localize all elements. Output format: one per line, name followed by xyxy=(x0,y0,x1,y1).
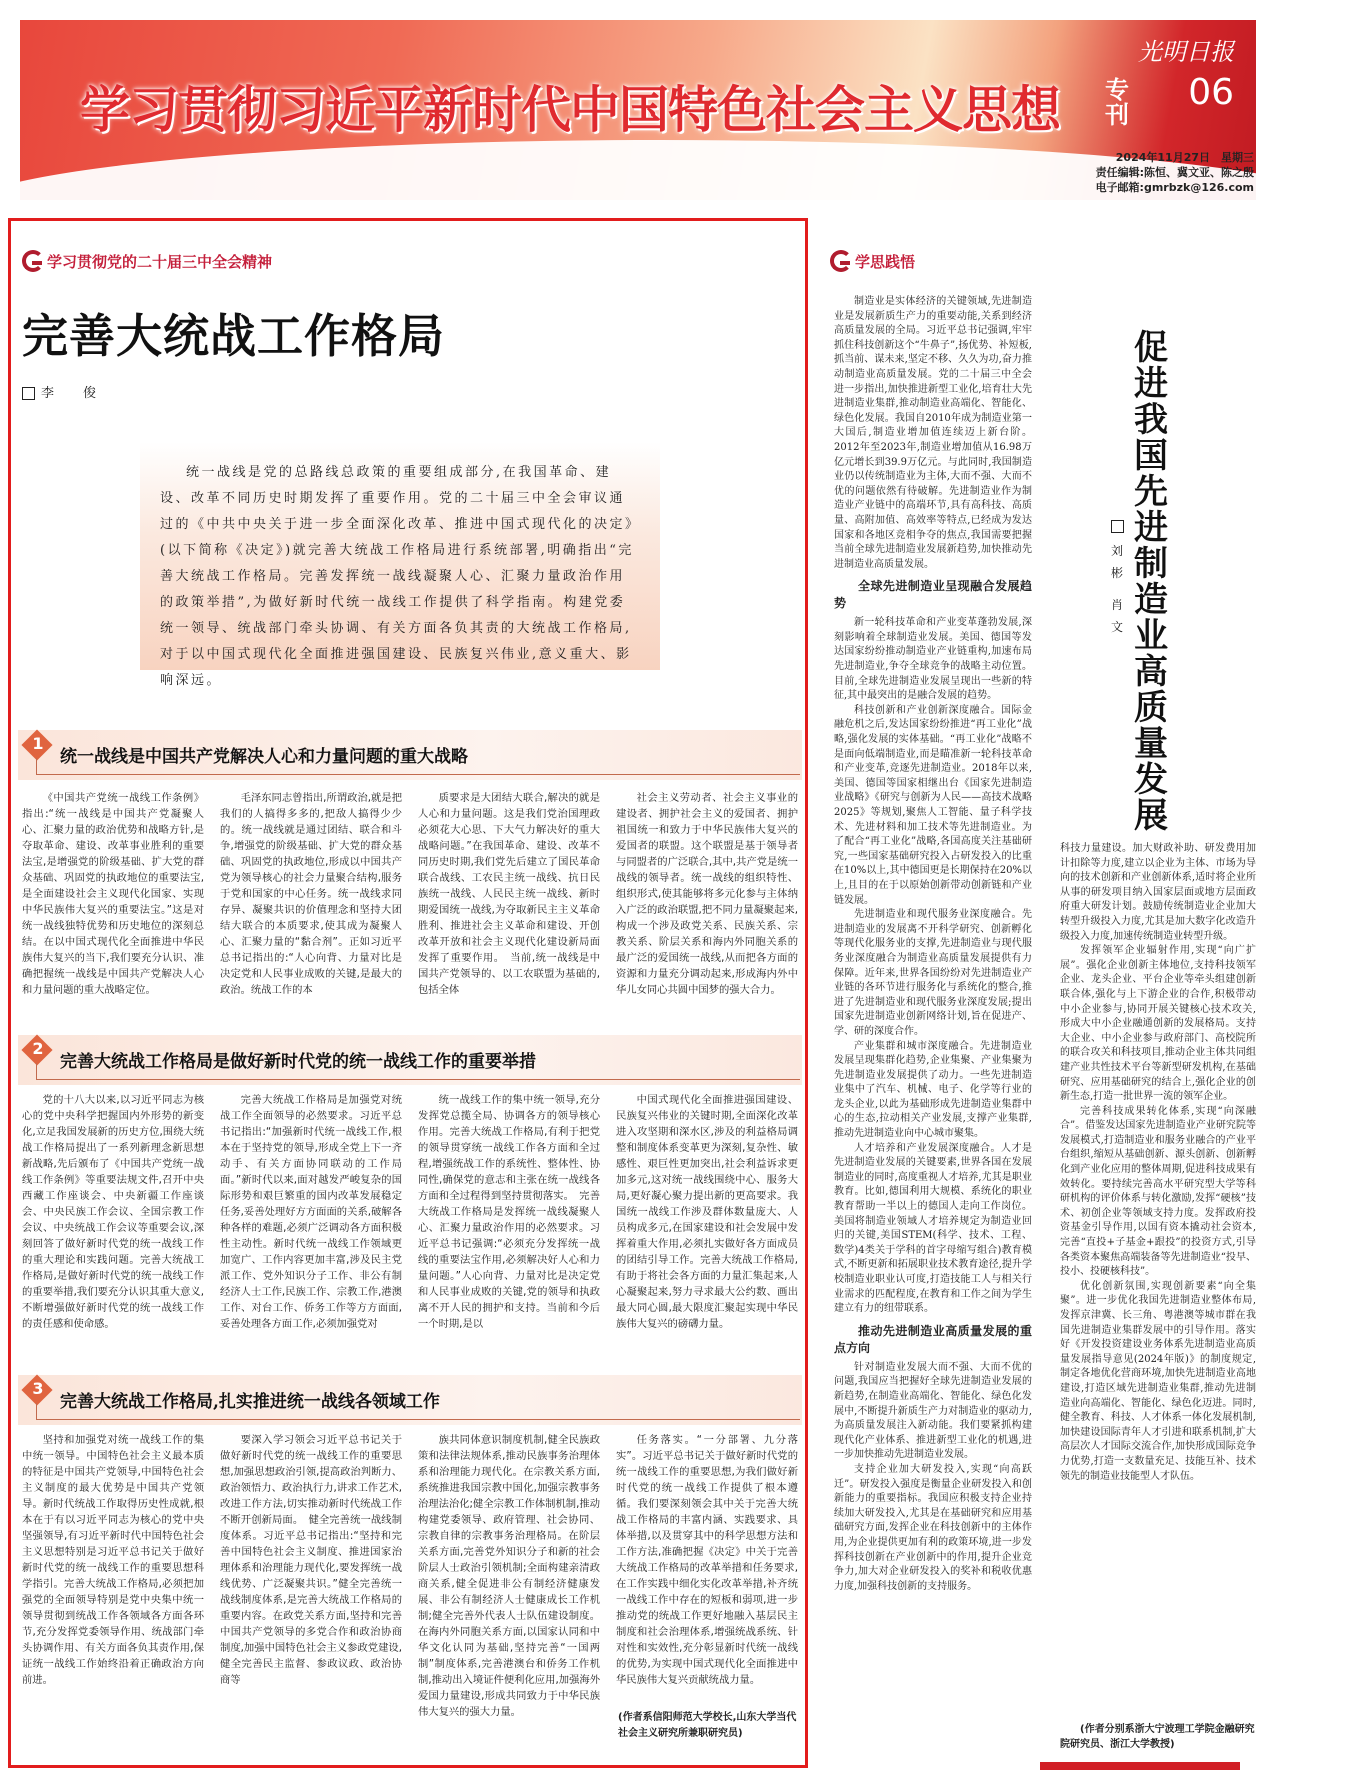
left-column-label xyxy=(22,250,272,272)
editors: 责任编辑:陈恒、冀文亚、陈之殷 xyxy=(1095,166,1254,179)
page-number: 06 xyxy=(1188,72,1234,113)
column-label-text: 学习贯彻党的二十届三中全会精神 xyxy=(47,252,273,271)
paragraph: 产业集群和城市深度融合。先进制造业发展呈现集群化趋势,企业集聚、产业集聚为先进制造业发展提供了动力。一些先进制造业集中了汽车、机械、电子、化学等行业的龙头企业,以此为基础形成先进制造业集群中心的生态,拉动相关产业发展,支撑产业集群,推动先进制造业向中心城市聚集。 xyxy=(834,1040,1032,1140)
body-column: 中国式现代化全面推进强国建设、民族复兴伟业的关键时期,全面深化改革进入攻坚期和深水区,涉及的利益格局调整和制度体系变革更为深刻,复杂性、敏感性、艰巨性更加突出,社会利益诉求更加多元,这对统一战线围绕中心、服务大局,更好凝心聚力提出新的更高要求。我国统一战线工作涉及群体数量庞大、人员构成多元,在国家建设和社会发展中发挥着重大作用,必须扎实做好各方面成员的团结引导工作。完善大统战工作格局,有助于将社会各方面的力量汇集起来,人心凝聚起来,努力寻求最大公约数、画出最大同心圆,最大限度汇聚起实现中华民族伟大复兴的磅礴力量。 xyxy=(616,1094,798,1330)
paragraph: 支持企业加大研发投入,实现“向高跃迁”。研发投入强度是衡量企业研发投入和创新能力的重要指标。我国应积极支持企业持续加大研发投入,尤其是在基础研究和应用基础研究方面,发挥企业在科技创新中的主体作用,为企业提供更加有利的政策环境,进一步发挥科技创新在产业创新中的作用,提升企业竞争力,加大对企业研发投入的奖补和税收优惠力度,加强科技创新的支持服务。 xyxy=(834,1463,1032,1592)
section-number: 3 xyxy=(32,1379,44,1398)
body-column: 族共同体意识制度机制,健全民族政策和法律法规体系,推动民族事务治理体系和治理能力现代化。在宗教关系方面,系统推进我国宗教中国化,加强宗教事务治理法治化;健全宗教工作体制机制,推动构建党委领导、政府管理、社会协同、宗教自律的宗教事务治理格局。在阶层关系方面,完善党外知识分子和新的社会阶层人士政治引领机制;全面构建亲清政商关系,健全促进非公有制经济健康发展、非公有制经济人士健康成长工作机制;健全完善外代表人士队伍建设制度。在海内外同胞关系方面,以国家认同和中华文化认同为基础,坚持完善“一国两制”制度体系,完善港澳台和侨务工作机制,推动出入境证件便利化应用,加强海外爱国力量建设,形成共同致力于中华民族伟大复兴的强大力量。 xyxy=(418,1434,600,1718)
section-2-body xyxy=(22,1092,798,1332)
contact-email: 电子邮箱:gmrbzk@126.com xyxy=(1095,181,1254,194)
left-author-note: (作者系信阳师范大学校长,山东大学当代社会主义研究所兼职研究员) xyxy=(618,1712,797,1739)
issue-date: 2024年11月27日 星期三 xyxy=(1115,151,1254,164)
section-heading-2 xyxy=(18,1035,802,1085)
supplement-title: 学习贯彻习近平新时代中国特色社会主义思想 xyxy=(80,81,1060,139)
g-logo-icon xyxy=(830,250,852,272)
right-article-byline xyxy=(1111,518,1136,638)
author-name: 李 俊 xyxy=(41,386,105,401)
section-heading-text: 统一战线是中国共产党解决人心和力量问题的重大战略 xyxy=(60,747,468,767)
issue-meta xyxy=(1096,150,1254,195)
g-logo-icon xyxy=(22,250,44,272)
header-banner xyxy=(20,20,1256,200)
section-heading-text: 完善大统战工作格局,扎实推进统一战线各领域工作 xyxy=(60,1392,440,1412)
subheading: 全球先进制造业呈现融合发展趋势 xyxy=(834,579,1032,611)
column-label-text: 学思践悟 xyxy=(855,252,916,271)
article-lede: 统一战线是党的总路线总政策的重要组成部分,在我国革命、建设、改革不同历史时期发挥了重要作用。党的二十届三中全会审议通过的《中共中央关于进一步全面深化改革、推进中国式现代化的决定》(以下简称《决定》)就完善大统战工作格局进行系统部署,明确指出“完善大统战工作格局。完善发挥统一战线凝聚人心、汇聚力量政治作用的政策举措”,为做好新时代统一战线工作提供了科学指南。构建党委统一领导、统战部门牵头协调、有关方面各负其责的大统战工作格局,对于以中国式现代化全面推进强国建设、民族复兴伟业,意义重大、影响深远。 xyxy=(160,465,635,688)
author-name: 肖 文 xyxy=(1111,598,1136,634)
bottom-accent-bar xyxy=(1040,1762,1240,1770)
section-3-body xyxy=(22,1432,798,1752)
body-column: 毛泽东同志曾指出,所谓政治,就是把我们的人搞得多多的,把敌人搞得少少的。统一战线就是通过团结、联合和斗争,增强党的阶级基础、扩大党的群众基础、巩固党的执政地位,形成以中国共产党为领导核心的社会力量聚合结构,服务于党和国家的中心任务。统一战线求同存异、凝聚共识的价值理念和坚持大团结大联合的本质要求,使其成为凝聚人心、汇聚力量的“黏合剂”。正如习近平总书记指出的:“人心向背、力量对比是决定党和人民事业成败的关键,是最大的政治。统战工作的本 xyxy=(220,792,402,996)
right-article-title: 促进我国先进制造业高质量发展 xyxy=(1134,328,1168,836)
body-column: 统一战线工作的集中统一领导,充分发挥党总揽全局、协调各方的领导核心作用。完善大统战工作格局,有利于把党的领导贯穿统一战线工作各方面和全过程,增强统战工作的系统性、整体性、协同性,确保党的意志和主张在统一战线各方面和全过程得到坚持贯彻落实。 完善大统战工作格局是发挥统一战线凝聚人心、汇聚力量政治作用的必然要求。习近平总书记强调:“必须充分发挥统一战线的重要法宝作用,必须解决好人心和力量问题。”人心向背、力量对比是决定党和人民事业成败的关键,党的领导和执政离不开人民的拥护和支持。当前和今后一个时期,是以 xyxy=(418,1094,600,1330)
section-number: 2 xyxy=(32,1039,44,1058)
byline-box-icon xyxy=(1111,520,1124,533)
paragraph: 新一轮科技革命和产业变革蓬勃发展,深刻影响着全球制造业发展。美国、德国等发达国家纷纷推动制造业产业链重构,加速布局先进制造业,争夺全球竞争的战略主动位置。目前,全球先进制造业发展呈现出一些新的特征,其中最突出的是融合发展的趋势。 xyxy=(834,617,1032,702)
body-column: 任务落实。“一分部署、九分落实”。习近平总书记关于做好新时代党的统一战线工作的重要思想,为我们做好新时代党的统一战线工作提供了根本遵循。我们要深刻领会其中关于完善大统战工作格局的丰富内涵、实践要求、具体举措,以及贯穿其中的科学思想方法和工作方法,准确把握《决定》中关于完善大统战工作格局的改革举措和任务要求,在工作实践中细化实化改革举措,补齐统一战线工作中存在的短板和弱项,进一步推动党的统战工作更好地融入基层民主制度和社会治理体系,增强统战系统、针对性和实效性,充分彰显新时代统一战线的优势,为实现中国式现代化全面推进中华民族伟大复兴贡献统战力量。 xyxy=(616,1434,798,1686)
body-column: 完善大统战工作格局是加强党对统战工作全面领导的必然要求。习近平总书记指出:“加强新时代统一战线工作,根本在于坚持党的领导,形成全党上下一齐动手、有关方面协同联动的工作局面。”新时代以来,面对越发严峻复杂的国际形势和艰巨繁重的国内改革发展稳定任务,妥善处理好方方面面的关系,破解各种各样的难题,必须广泛调动各方面积极性主动性。新时代统一战线工作领域更加宽广、工作内容更加丰富,涉及民主党派工作、党外知识分子工作、非公有制经济人士工作,民族工作、宗教工作,港澳工作、对台工作、侨务工作等方方面面,妥善处理各方面工作,必须加强党对 xyxy=(220,1094,402,1330)
body-column: 坚持和加强党对统一战线工作的集中统一领导。中国特色社会主义最本质的特征是中国共产党领导,中国特色社会主义制度的最大优势是中国共产党领导。新时代统战工作取得历史性成就,根本在于有以习近平同志为核心的党中央坚强领导,有习近平新时代中国特色社会主义思想特别是习近平总书记关于做好新时代党的统一战线工作的重要思想科学指引。完善大统战工作格局,必须把加强党的全面领导特别是党中央集中统一领导贯彻到统战工作各领域各方面各环节,充分发挥党委领导作用、统战部门牵头协调作用、有关方面各负其责作用,保证统一战线工作始终沿着正确政治方向前进。 xyxy=(22,1434,204,1686)
section-number: 1 xyxy=(32,734,44,753)
paragraph: 优化创新氛围,实现创新要素“向全集聚”。进一步优化我国先进制造业整体布局,发挥京津冀、长三角、粤港澳等城市群在我国先进制造业集群发展中的引导作用。落实好《开发投资建设业务体系先进制造业高质量发展指导意见(2024年版)》的制度规定,制定各地优化营商环境,加快先进制造业高地建设,打造区域先进制造业集群,推动先进制造业向高端化、智能化、绿色化迈进。同时,健全教育、科技、人才体系一体化发展机制,加快建设国际青年人才引进和联系机制,扩大高层次人才国际交流合作,加快形成国际竞争力优势,打造一支数量充足、技能互补、技术领先的制造业技能型人才队伍。 xyxy=(1060,1280,1256,1482)
section-heading-3 xyxy=(18,1375,802,1425)
right-article-body-col2 xyxy=(1060,842,1256,1757)
newspaper-masthead: 光明日报 xyxy=(1138,38,1234,66)
paragraph: 科技创新和产业创新深度融合。国际金融危机之后,发达国家纷纷推进“再工业化”战略,强化发展的实体基础。“再工业化”战略不是面向低端制造业,而是瞄准新一轮科技革命和产业变革,竞逐先进制造业。2018年以来,美国、德国等国家相继出台《国家先进制造业战略》《研究与创新为人民——高技术战略2025》等规划,聚焦人工智能、量子科学技术、先进材料和加工技术等先进制造业。为了配合“再工业化”战略,各国高度关注基础研究,一些国家基础研究投入占研发投入的比重在10%以上,其中德国更是长期保持在20%以上,且目的在于以原始创新带动创新链和产业链发展。 xyxy=(834,704,1032,906)
article-byline xyxy=(22,382,104,401)
subheading: 推动先进制造业高质量发展的重点方向 xyxy=(834,1323,1032,1355)
paragraph: 科技力量建设。加大财政补助、研发费用加计扣除等力度,建立以企业为主体、市场为导向的技术创新和产业创新体系,适时将企业所从事的研发项目纳入国家层面或地方层面政府重大研发计划。鼓励传统制造业企业加大转型升级投入力度,尤其是加大数字化改造升级投入力度,加速传统制造业转型升级。 xyxy=(1060,843,1256,942)
paragraph: 先进制造业和现代服务业深度融合。先进制造业的发展离不开科学研究、创新孵化等现代化服务业的支撑,先进制造业与现代服务业深度融合为制造业高质量发展提供有力保障。近年来,世界各国纷纷对先进制造业产业链的各环节进行服务化与系统化的整合,推进了先进制造业和现代服务业深度发展;提出国家先进制造业创新网络计划,旨在促进产、学、研的深度合作。 xyxy=(834,909,1032,1037)
section-heading-text: 完善大统战工作格局是做好新时代党的统一战线工作的重要举措 xyxy=(60,1052,536,1072)
byline-box-icon xyxy=(22,387,35,400)
author-name: 刘 彬 xyxy=(1111,544,1136,580)
body-column: 党的十八大以来,以习近平同志为核心的党中央科学把握国内外形势的新变化,立足我国发展新的历史方位,围绕大统战工作格局提出了一系列新理念新思想新战略,先后颁布了《中国共产党统一战线工作条例》等重要法规文件,召开中央西藏工作座谈会、中央新疆工作座谈会、中央民族工作会议、全国宗教工作会议、中央统战工作会议等重要会议,深刻回答了做好新时代党的统一战线工作的重大理论和实践问题。完善大统战工作格局,是做好新时代党的统一战线工作的重要举措,我们要充分认识其重大意义,不断增强做好新时代党的统一战线工作的责任感和使命感。 xyxy=(22,1094,204,1330)
paragraph: 针对制造业发展大而不强、大而不优的问题,我国应当把握好全球先进制造业发展的新趋势,在制造业高端化、智能化、绿色化发展中,不断提升新质生产力对制造业的驱动力,为高质量发展注入新动能。我们要紧抓构建现代化产业体系、推进新型工业化的机遇,进一步加快推动先进制造业发展。 xyxy=(834,1361,1032,1461)
body-column: 《中国共产党统一战线工作条例》指出:“统一战线是中国共产党凝聚人心、汇聚力量的政治优势和战略方针,是夺取革命、建设、改革事业胜利的重要法宝,是增强党的阶级基础、扩大党的群众基础、巩固党的执政地位的重要法宝,是全面建设社会主义现代化国家、实现中华民族伟大复兴的重要法宝。”这是对统一战线独特优势和历史地位的深刻总结。在以中国式现代化全面推进中华民族伟大复兴的当下,我们要充分认识、准确把握统一战线是中国共产党解决人心和力量问题的重大战略定位。 xyxy=(22,792,204,996)
body-column: 质要求是大团结大联合,解决的就是人心和力量问题。这是我们党治国理政必须花大心思、下大气力解决好的重大战略问题。”在我国革命、建设、改革不同历史时期,我们党先后建立了国民革命联合战线、工农民主统一战线、抗日民族统一战线、人民民主统一战线、新时期爱国统一战线,为夺取新民主主义革命胜利、推进社会主义革命和建设、开创改革开放和社会主义现代化建设新局面发挥了重要作用。 当前,统一战线是中国共产党领导的、以工农联盟为基础的,包括全体 xyxy=(418,792,600,996)
right-author-note: (作者分别系浙大宁波理工学院金融研究院研究员、浙江大学教授) xyxy=(1060,1724,1255,1750)
paragraph: 发挥领军企业辐射作用,实现“向广扩展”。强化企业创新主体地位,支持科技领军企业、龙头企业、平台企业等牵头组建创新联合体,强化与上下游企业的合作,积极带动中小企业参与,协同开展关键核心技术攻关,形成大中小企业融通创新的发展格局。支持大企业、中小企业参与政府部门、高校院所的联合攻关和科技项目,推动企业主体共同组建产业共性技术平台等新型研发机构,在基础研究、应用基础研究的结合上,强化企业的创新生态,打造一批世界一流的领军企业。 xyxy=(1060,945,1256,1103)
right-column-label xyxy=(830,250,915,272)
body-column: 要深入学习领会习近平总书记关于做好新时代党的统一战线工作的重要思想,加强思想政治引领,提高政治判断力、政治领悟力、政治执行力,讲求工作艺术,改进工作方法,切实推动新时代统战工作不断开创新局面。 健全完善统一战线制度体系。习近平总书记指出:“坚持和完善中国特色社会主义制度、推进国家治理体系和治理能力现代化,要发挥统一战线优势、广泛凝聚共识。”健全完善统一战线制度体系,是完善大统战工作格局的重要内容。在政党关系方面,坚持和完善中国共产党领导的多党合作和政治协商制度,加强中国特色社会主义参政党建设,健全完善民主监督、参政议政、政治协商等 xyxy=(220,1434,402,1686)
right-article-body-col1 xyxy=(834,295,1032,1765)
paragraph: 人才培养和产业发展深度融合。人才是先进制造业发展的关键要素,世界各国在发展制造业的同时,高度重视人才培养,尤其是职业教育。比如,德国利用大规模、系统化的职业教育帮助一半以上的德国人走向工作岗位。美国将制造业领域人才培养规定为制造业回归的关键,美国STEM(科学、技术、工程、数学)4类关于学科的首字母缩写组合)教育模式,不断更新和拓展职业技术教育途径,提升学校制造业职业认可度,打造技能工人与相关行业需求的匹配程度,在教育和工作之间为学生建立有力的纽带联系。 xyxy=(834,1142,1032,1315)
supplement-label: 专刊 xyxy=(1105,76,1129,129)
section-1-body xyxy=(22,790,798,996)
body-column: 社会主义劳动者、社会主义事业的建设者、拥护社会主义的爱国者、拥护祖国统一和致力于中华民族伟大复兴的爱国者的联盟。这个联盟是基于领导者与同盟者的广泛联合,其中,共产党是统一战线的领导者。统一战线的组织特性、组织形式,使其能够将多元化参与主体纳入广泛的政治联盟,把不同力量凝聚起来,构成一个涉及政党关系、民族关系、宗教关系、阶层关系和海内外同胞关系的最广泛的爱国统一战线,从而把各方面的资源和力量充分调动起来,形成海内外中华儿女同心共圆中国梦的强大合力。 xyxy=(616,792,798,996)
paragraph: 制造业是实体经济的关键领域,先进制造业是发展新质生产力的重要动能,关系到经济高质量发展的全局。习近平总书记强调,牢牢抓住科技创新这个“牛鼻子”,扬优势、补短板,抓当前、谋未来,坚定不移、久久为功,奋力推动制造业高质量发展。党的二十届三中全会进一步指出,加快推进新型工业化,培育壮大先进制造业集群,推动制造业高端化、智能化、绿色化发展。我国自2010年成为制造业第一大国后,制造业增加值连续迈上新台阶。2012年至2023年,制造业增加值从16.98万亿元增长到39.9万亿元。与此同时,我国制造业仍以传统制造业为主体,大而不强、大而不优的问题依然有待破解。先进制造业作为制造业产业链中的高端环节,具有高科技、高质量、高附加值、高效率等特点,已经成为发达国家和各地区竞相争夺的焦点,我国需要把握当前全球先进制造业发展新趋势,加快推动先进制造业高质量发展。 xyxy=(834,296,1032,570)
section-heading-1 xyxy=(18,730,802,780)
article-title: 完善大统战工作格局 xyxy=(22,309,445,363)
paragraph: 完善科技成果转化体系,实现“向深融合”。借鉴发达国家先进制造业产业研究院等发展模式,打造制造业和服务业融合的产业平台组织,缩短从基础创新、源头创新、创新孵化到产业化应用的整体周期,促进科技成果有效转化。要持续完善高水平研究型大学等科研机构的评价体系与转化激励,发挥“硬核”技术、初创企业等领域支持力度。发挥政府投资基金引导作用,以国有资本撬动社会资本,完善“直投+子基金+跟投”的投资方式,引导各类资本聚焦高端装备等先进制造业“投早、投小、投硬核科技”。 xyxy=(1060,1105,1256,1278)
